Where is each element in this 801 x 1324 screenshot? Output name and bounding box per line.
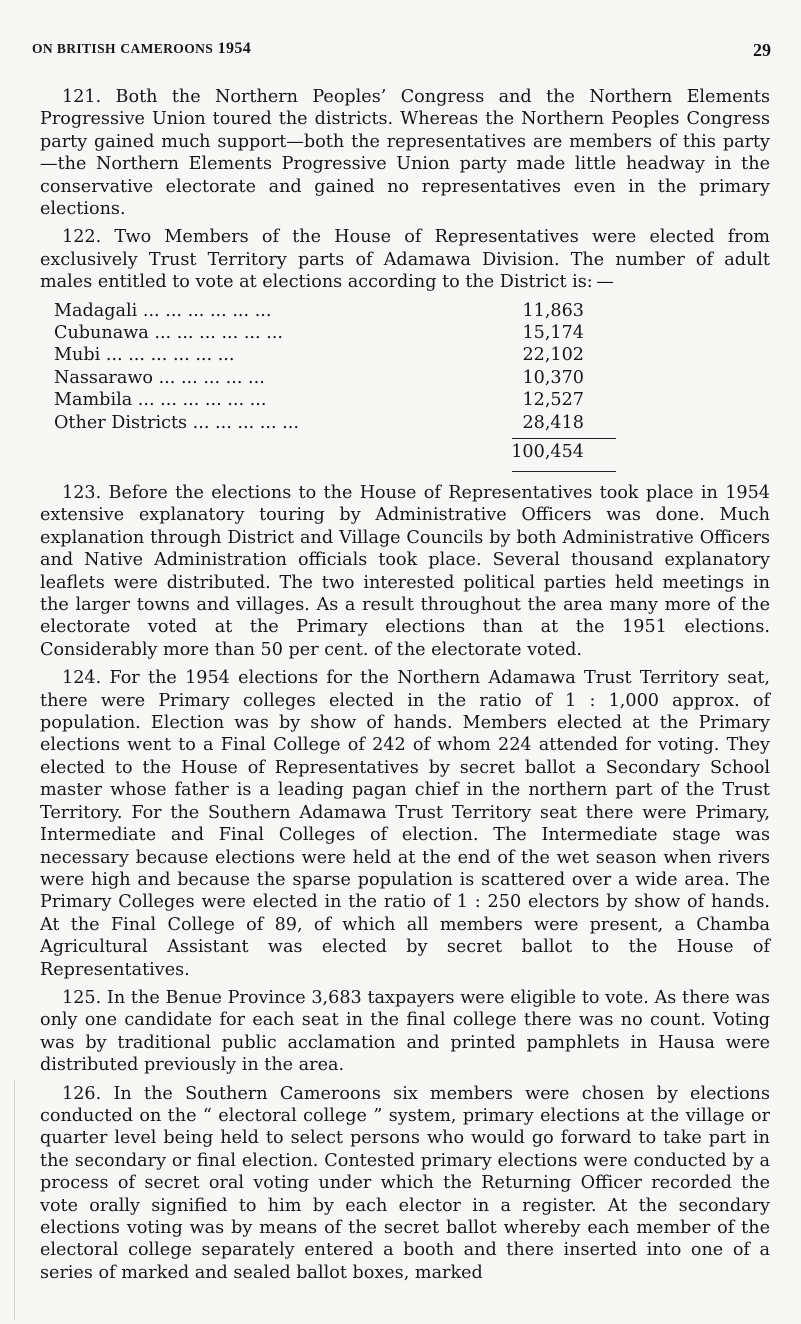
district-name: Mambila	[54, 390, 133, 411]
table-row	[54, 344, 664, 366]
dot-leader: ... ... ... ... ...	[152, 367, 265, 388]
voter-count: 28,418	[522, 412, 584, 433]
dot-leader: ... ... ... ... ... ...	[132, 390, 267, 411]
page-number: 29	[753, 40, 771, 60]
paragraph-122: 122. Two Members of the House of Representatives were elected from exclusively Trust Territory parts of Adamawa Division. The number of adult males entitled to vote at elections according to the District is: —	[40, 227, 770, 293]
district-name: Mubi	[54, 345, 101, 366]
table-row	[54, 367, 664, 389]
body-text	[40, 86, 770, 1290]
voter-count: 10,370	[522, 367, 584, 388]
page-header	[32, 40, 771, 64]
paragraph-123: 123. Before the elections to the House of Representatives took place in 1954 extensive explanatory touring by Administrative Officers was done. Much explanation through District and Village Councils by both Administrative Officers and Native Administration officials took place. Several thousand explanatory leaflets were distributed. The two interested political parties held meetings in the larger towns and villages. As a result throughout the area many more of the electorate voted at the Primary elections than at the 1951 elections. Considerably more than 50 per cent. of the electorate voted.	[40, 483, 770, 660]
binding-edge-mark	[14, 1080, 15, 1320]
district-voters-table	[54, 300, 664, 474]
table-row	[54, 412, 664, 434]
total-block	[54, 434, 664, 474]
voter-count: 22,102	[522, 345, 584, 366]
table-row	[54, 300, 664, 322]
running-title-year: 1954	[217, 40, 252, 57]
district-name: Madagali	[54, 300, 138, 321]
voter-count: 15,174	[522, 323, 584, 344]
dot-leader: ... ... ... ... ... ...	[148, 323, 283, 344]
district-name: Other Districts	[54, 412, 188, 433]
total-voter-count: 100,454	[511, 442, 584, 462]
paragraph-121: 121. Both the Northern Peoples’ Congress and the Northern Elements Progressive Union toured the districts. Whereas the Northern Peoples Congress party gained much support—both the representatives are members of this party—the Northern Elements Progressive Union party made little headway in the conservative electorate and gained no representatives even in the primary elections.	[40, 87, 770, 220]
voter-count: 11,863	[522, 300, 584, 321]
dot-leader: ... ... ... ... ...	[187, 412, 299, 433]
running-title	[32, 40, 251, 58]
paragraph-126: 126. In the Southern Cameroons six members were chosen by elections conducted on the “ electoral college ” system, primary elections at the village or quarter level being held to select persons who would go forward to take part in the secondary or final election. Contested primary elections were conducted by a process of secret oral voting under which the Returning Officer recorded the vote orally signified to him by each elector in a register. At the secondary elections voting was by means of the secret ballot whereby each member of the electoral college separately entered a booth and there inserted into one of a series of marked and sealed ballot boxes, marked	[40, 1083, 770, 1283]
district-name: Nassarawo	[54, 367, 153, 388]
voter-count: 12,527	[522, 390, 584, 411]
table-row	[54, 389, 664, 411]
paragraph-125: 125. In the Benue Province 3,683 taxpayers were eligible to vote. As there was only one candidate for each seat in the final college there was no count. Voting was by traditional public acclamation and printed pamphlets in Hausa were distributed previously in the area.	[40, 987, 770, 1076]
dot-leader: ... ... ... ... ... ...	[100, 345, 235, 366]
paragraph-124: 124. For the 1954 elections for the Northern Adamawa Trust Territory seat, there were Primary colleges elected in the ratio of 1 : 1,000 approx. of population. Election was by show of hands. Members elected at the Primary elections went to a Final College of 242 of whom 224 attended for voting. They elected to the House of Representatives by secret ballot a Secondary School master whose father is a leading pagan chief in the northern part of the Trust Territory. For the Southern Adamawa Trust Territory seat there were Primary, Intermediate and Final Colleges of election. The Intermediate stage was necessary because elections were held at the end of the wet season when rivers were high and because the sparse population is scattered over a wide area. The Primary Colleges were elected in the ratio of 1 : 250 electors by show of hands. At the Final College of 89, of which all members were present, a Chamba Agricultural Assistant was elected by secret ballot to the House of Representatives.	[40, 668, 770, 980]
running-title-main: CAMEROONS	[120, 41, 214, 56]
sum-rule-bottom	[512, 471, 616, 472]
district-name: Cubunawa	[54, 323, 149, 344]
sum-rule-top	[512, 438, 616, 439]
dot-leader: ... ... ... ... ... ...	[137, 300, 272, 321]
running-title-prefix: ON BRITISH	[32, 41, 116, 56]
table-row	[54, 322, 664, 344]
